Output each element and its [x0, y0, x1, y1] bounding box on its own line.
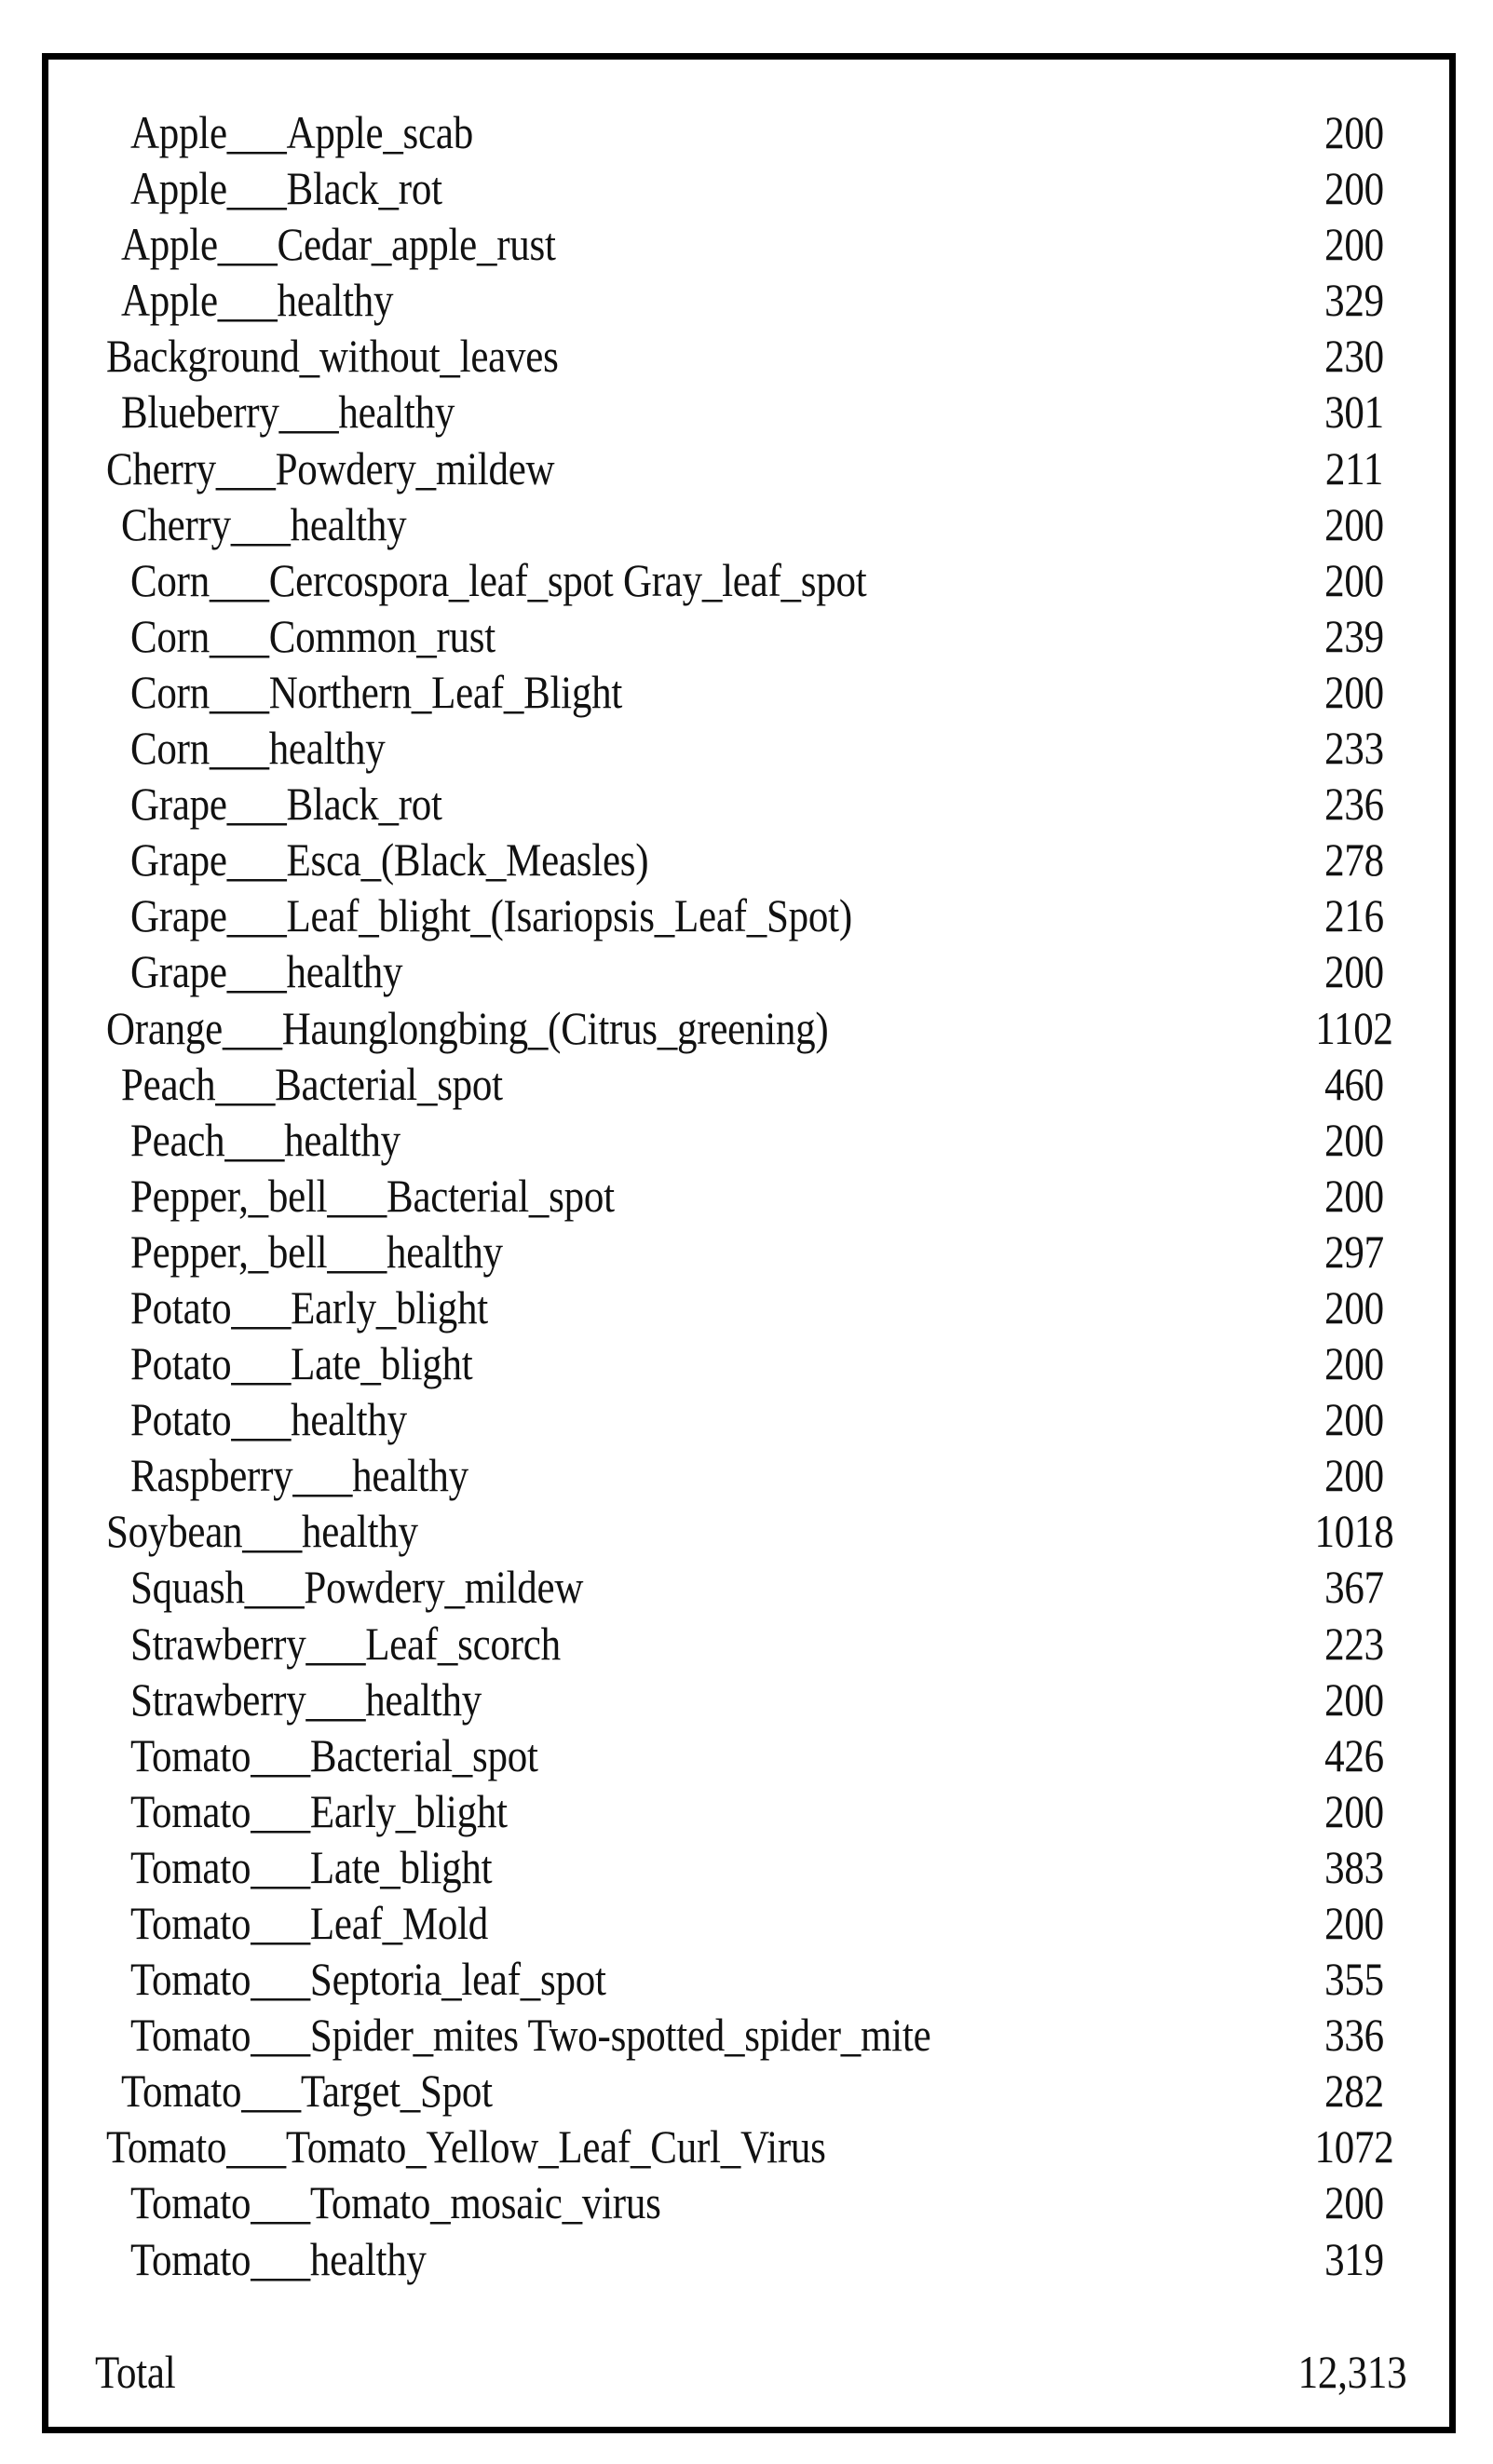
total-label: Total: [95, 2346, 176, 2398]
class-name-cell: Strawberry___healthy: [130, 1672, 482, 1726]
class-name-cell: Tomato___Late_blight: [130, 1840, 493, 1893]
image-count-cell: 239: [1324, 609, 1384, 662]
image-count-cell: 319: [1324, 2232, 1384, 2285]
image-count-cell: 383: [1324, 1840, 1384, 1893]
table-row: [48, 2063, 1449, 2119]
image-count-cell: 230: [1324, 330, 1384, 383]
class-name-cell: Corn___healthy: [130, 722, 386, 775]
table-row: [48, 1783, 1449, 1839]
image-count-cell: 460: [1324, 1057, 1384, 1110]
image-count-cell: 200: [1324, 497, 1384, 550]
image-count-cell: 367: [1324, 1561, 1384, 1614]
table-row: [48, 216, 1449, 272]
table-row: [48, 720, 1449, 776]
table-row: [48, 2231, 1449, 2287]
table-row: [48, 1391, 1449, 1447]
table-row: [48, 664, 1449, 720]
image-count-cell: 278: [1324, 833, 1384, 887]
image-count-cell: 200: [1324, 1169, 1384, 1222]
class-name-cell: Grape___healthy: [130, 945, 403, 998]
class-name-cell: Potato___Early_blight: [130, 1280, 488, 1334]
class-name-cell: Background_without_leaves: [106, 330, 559, 383]
table-row: [48, 1335, 1449, 1391]
image-count-cell: 223: [1324, 1617, 1384, 1670]
table-row: [48, 1839, 1449, 1895]
image-count-cell: 200: [1324, 1280, 1384, 1334]
image-count-cell: 200: [1324, 665, 1384, 718]
table-row: [48, 1727, 1449, 1783]
class-name-cell: Grape___Leaf_blight_(Isariopsis_Leaf_Spot): [130, 889, 852, 942]
image-count-cell: 200: [1324, 1393, 1384, 1446]
image-count-cell: 297: [1324, 1225, 1384, 1278]
image-count-cell: 200: [1324, 2176, 1384, 2229]
image-count-cell: 200: [1324, 1672, 1384, 1726]
table-row: [48, 776, 1449, 832]
class-name-cell: Tomato___Bacterial_spot: [130, 1728, 538, 1781]
class-name-cell: Pepper,_bell___Bacterial_spot: [130, 1169, 615, 1222]
class-name-cell: Tomato___Tomato_Yellow_Leaf_Curl_Virus: [106, 2120, 826, 2173]
table-row: [48, 104, 1449, 160]
class-name-cell: Corn___Northern_Leaf_Blight: [130, 665, 623, 718]
table-row: [48, 1279, 1449, 1335]
class-name-cell: Tomato___Tomato_mosaic_virus: [130, 2176, 661, 2229]
table-row: [48, 272, 1449, 328]
table-row: [48, 384, 1449, 440]
class-name-cell: Peach___Bacterial_spot: [121, 1057, 503, 1110]
image-count-cell: 1102: [1315, 1001, 1393, 1054]
image-count-cell: 301: [1324, 386, 1384, 439]
image-count-cell: 1072: [1314, 2120, 1394, 2173]
table-row: [48, 1112, 1449, 1168]
table-row: [48, 1503, 1449, 1559]
table-row: [48, 552, 1449, 608]
class-name-cell: Cherry___healthy: [121, 497, 407, 550]
table-row: [48, 1000, 1449, 1056]
table-row: [48, 2119, 1449, 2174]
class-name-cell: Grape___Esca_(Black_Measles): [130, 833, 649, 887]
table-row: [48, 1056, 1449, 1112]
table-row: [48, 2007, 1449, 2063]
class-name-cell: Apple___Black_rot: [130, 162, 442, 215]
table-row: [48, 496, 1449, 552]
image-count-cell: 200: [1324, 1897, 1384, 1949]
class-count-table: [42, 53, 1456, 2433]
class-name-cell: Potato___Late_blight: [130, 1337, 473, 1390]
image-count-cell: 336: [1324, 2009, 1384, 2062]
class-name-cell: Squash___Powdery_mildew: [130, 1561, 584, 1614]
table-row: [48, 1672, 1449, 1727]
class-name-cell: Corn___Common_rust: [130, 609, 495, 662]
image-count-cell: 216: [1324, 889, 1384, 942]
table-row: [48, 1895, 1449, 1951]
class-name-cell: Tomato___Target_Spot: [121, 2065, 493, 2118]
image-count-cell: 200: [1324, 1337, 1384, 1390]
image-count-cell: 236: [1324, 778, 1384, 831]
class-name-cell: Tomato___healthy: [130, 2232, 427, 2285]
image-count-cell: 200: [1324, 1784, 1384, 1837]
image-count-cell: 200: [1324, 218, 1384, 271]
image-count-cell: 200: [1324, 162, 1384, 215]
class-name-cell: Tomato___Leaf_Mold: [130, 1897, 489, 1949]
image-count-cell: 329: [1324, 274, 1384, 327]
image-count-cell: 233: [1324, 722, 1384, 775]
class-name-cell: Peach___healthy: [130, 1113, 400, 1166]
image-count-cell: 282: [1324, 2065, 1384, 2118]
class-name-cell: Apple___Apple_scab: [130, 106, 473, 158]
class-name-cell: Strawberry___Leaf_scorch: [130, 1617, 561, 1670]
class-name-cell: Potato___healthy: [130, 1393, 407, 1446]
table-row: [48, 440, 1449, 496]
class-name-cell: Apple___Cedar_apple_rust: [121, 218, 556, 271]
image-count-cell: 426: [1324, 1728, 1384, 1781]
image-count-cell: 355: [1324, 1953, 1384, 2006]
class-name-cell: Grape___Black_rot: [130, 778, 442, 831]
image-count-cell: 200: [1324, 553, 1384, 606]
class-name-cell: Soybean___healthy: [106, 1505, 418, 1558]
image-count-cell: 200: [1324, 106, 1384, 158]
total-count: 12,313: [1297, 2346, 1407, 2398]
total-row: [48, 2339, 1449, 2404]
image-count-cell: 211: [1324, 441, 1384, 494]
table-row: [48, 1168, 1449, 1224]
class-name-cell: Cherry___Powdery_mildew: [106, 441, 555, 494]
table-row: [48, 1447, 1449, 1503]
class-name-cell: Raspberry___healthy: [130, 1449, 468, 1502]
class-name-cell: Apple___healthy: [121, 274, 394, 327]
table-row: [48, 2174, 1449, 2230]
class-name-cell: Tomato___Spider_mites Two-spotted_spider_mite: [130, 2009, 931, 2062]
class-name-cell: Tomato___Septoria_leaf_spot: [130, 1953, 606, 2006]
image-count-cell: 200: [1324, 1113, 1384, 1166]
image-count-cell: 1018: [1314, 1505, 1394, 1558]
class-name-cell: Corn___Cercospora_leaf_spot Gray_leaf_spot: [130, 553, 867, 606]
table-row: [48, 328, 1449, 384]
class-name-cell: Tomato___Early_blight: [130, 1784, 508, 1837]
table-row: [48, 608, 1449, 664]
class-name-cell: Blueberry___healthy: [121, 386, 455, 439]
table-row: [48, 943, 1449, 999]
table-row: [48, 1559, 1449, 1615]
table-body: [48, 104, 1449, 2287]
table-row: [48, 1951, 1449, 2007]
table-row: [48, 887, 1449, 943]
table-row: [48, 1616, 1449, 1672]
table-row: [48, 1224, 1449, 1279]
image-count-cell: 200: [1324, 1449, 1384, 1502]
class-name-cell: Pepper,_bell___healthy: [130, 1225, 503, 1278]
table-row: [48, 160, 1449, 216]
image-count-cell: 200: [1324, 945, 1384, 998]
class-name-cell: Orange___Haunglongbing_(Citrus_greening): [106, 1001, 829, 1054]
table-row: [48, 832, 1449, 887]
